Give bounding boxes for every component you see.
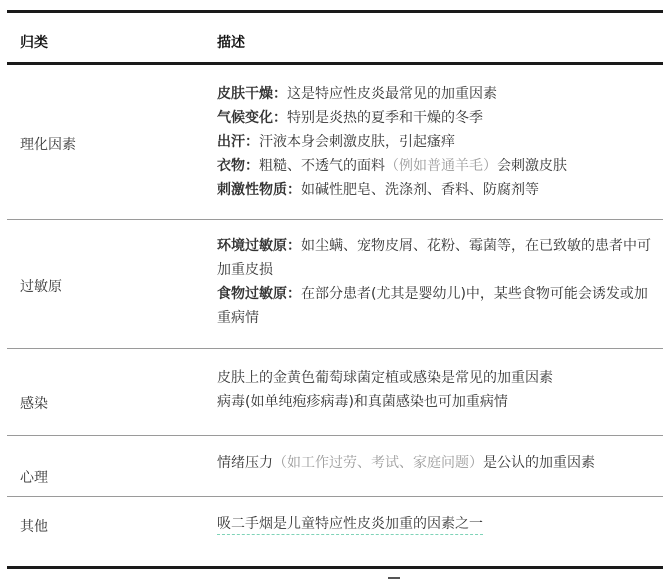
row-description <box>217 234 657 330</box>
list-item: 病毒(如单纯疱疹病毒)和真菌感染也可加重病情 <box>217 394 508 410</box>
list-item: 食物过敏原：在部分患者(尤其是婴幼儿)中，某些食物可能会诱发或加重病情 <box>217 286 648 326</box>
list-item: 气候变化：特别是炎热的夏季和干燥的冬季 <box>217 110 483 126</box>
header-category: 归类 <box>20 35 48 51</box>
row-divider <box>7 219 663 220</box>
row-divider <box>7 348 663 349</box>
row-description <box>217 366 657 414</box>
list-item: 吸二手烟是儿童特应性皮炎加重的因素之一 <box>217 512 657 536</box>
row-divider <box>7 435 663 436</box>
table-bottom-border <box>7 566 663 569</box>
decorative-mark <box>388 577 400 579</box>
list-item: 环境过敏原：如尘螨、宠物皮屑、花粉、霉菌等，在已致敏的患者中可加重皮损 <box>217 238 651 278</box>
list-item: 皮肤干燥：这是特应性皮炎最常见的加重因素 <box>217 86 497 102</box>
row-category: 其他 <box>20 519 48 535</box>
row-category: 过敏原 <box>20 279 62 295</box>
list-item: 刺激性物质：如碱性肥皂、洗涤剂、香料、防腐剂等 <box>217 182 539 198</box>
row-category: 心理 <box>20 470 48 486</box>
table-top-border <box>7 10 663 13</box>
list-item: 出汗：汗液本身会刺激皮肤，引起瘙痒 <box>217 134 455 150</box>
header-description: 描述 <box>217 35 245 51</box>
list-item: 衣物：粗糙、不透气的面料（例如普通羊毛）会刺激皮肤 <box>217 158 567 174</box>
row-description <box>217 82 657 202</box>
list-item: 皮肤上的金黄色葡萄球菌定植或感染是常见的加重因素 <box>217 370 553 386</box>
row-description <box>217 512 657 536</box>
header-bottom-border <box>7 62 663 65</box>
list-item: 情绪压力（如工作过劳、考试、家庭问题）是公认的加重因素 <box>217 455 595 471</box>
row-divider <box>7 496 663 497</box>
row-description <box>217 451 657 475</box>
row-category: 感染 <box>20 396 48 412</box>
row-category: 理化因素 <box>20 137 76 153</box>
